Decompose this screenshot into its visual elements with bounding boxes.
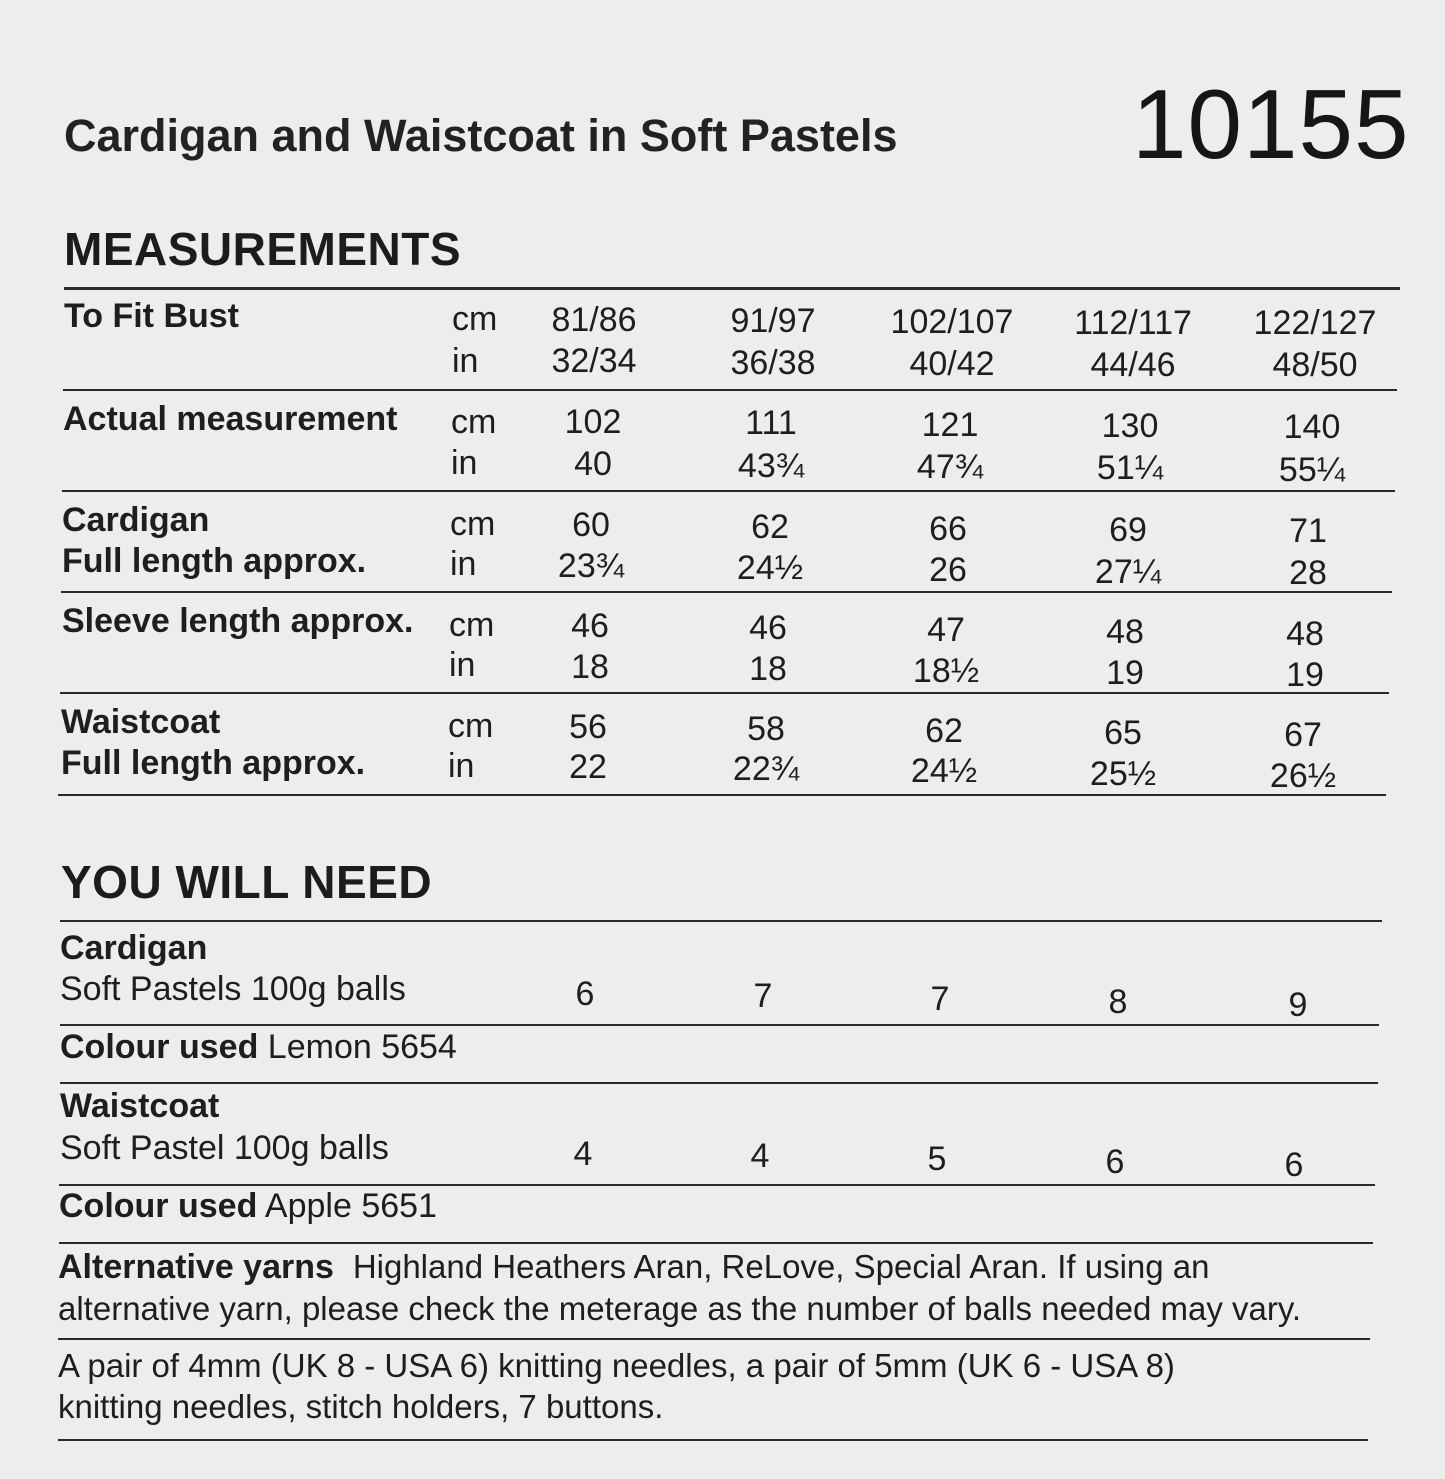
ball-count: 4 — [573, 1135, 593, 1173]
ball-count: 8 — [1108, 983, 1128, 1021]
value-in: 22 — [569, 748, 607, 786]
ball-count: 4 — [750, 1137, 770, 1175]
unit-cm: cm — [450, 505, 496, 543]
unit-in: in — [449, 646, 476, 684]
unit-cm: cm — [452, 300, 498, 338]
value-in: 55¼ — [1278, 451, 1346, 489]
ball-count: 6 — [1284, 1146, 1304, 1184]
waistcoat-colour — [59, 1187, 437, 1226]
value-in: 27¼ — [1094, 553, 1162, 591]
colour-used-value: Apple 5651 — [264, 1187, 437, 1225]
ball-count: 7 — [753, 977, 773, 1015]
divider — [58, 1338, 1370, 1340]
value-cm: 112/117 — [1074, 304, 1192, 342]
divider — [59, 1184, 1375, 1186]
value-in: 24½ — [736, 549, 804, 587]
row-label: Sleeve length approx. — [62, 602, 414, 640]
value-in: 28 — [1289, 554, 1327, 592]
value-cm: 140 — [1283, 408, 1341, 446]
value-cm: 122/127 — [1253, 304, 1377, 342]
divider — [59, 1242, 1373, 1244]
value-in: 23¾ — [557, 547, 625, 585]
value-cm: 102/107 — [890, 303, 1014, 341]
waistcoat-label: Waistcoat — [60, 1087, 220, 1125]
ball-count: 7 — [930, 980, 950, 1018]
ball-count: 6 — [575, 975, 595, 1013]
value-in: 36/38 — [730, 344, 816, 382]
cardigan-yarn: Soft Pastels 100g balls — [60, 970, 406, 1008]
alternative-yarns-text: Highland Heathers Aran, ReLove, Special Aran. If using an — [352, 1248, 1210, 1285]
row-label: To Fit Bust — [64, 297, 239, 335]
needles-text: A pair of 4mm (UK 8 - USA 6) knitting needles, a pair of 5mm (UK 6 - USA 8) — [58, 1347, 1175, 1384]
divider — [62, 490, 1395, 492]
divider — [61, 591, 1392, 593]
page-title: Cardigan and Waistcoat in Soft Pastels — [64, 110, 898, 161]
divider — [58, 1439, 1368, 1441]
value-cm: 46 — [749, 609, 787, 647]
value-in: 26½ — [1269, 757, 1337, 795]
divider — [64, 287, 1400, 290]
row-label: Actual measurement — [63, 400, 398, 438]
value-in: 18 — [749, 650, 787, 688]
value-in: 26 — [929, 551, 967, 589]
divider — [60, 1024, 1379, 1026]
value-in: 51¼ — [1096, 449, 1164, 487]
value-in: 18½ — [912, 652, 980, 690]
value-in: 32/34 — [551, 342, 637, 380]
alternative-yarns-note: alternative yarn, please check the meterage as the number of balls needed may vary. — [58, 1290, 1302, 1327]
value-cm: 111 — [745, 404, 797, 442]
divider — [63, 389, 1397, 391]
measurements-heading: MEASUREMENTS — [64, 223, 462, 275]
page-edge-ruler — [0, 0, 14, 1479]
value-cm: 65 — [1104, 714, 1142, 752]
alternative-yarns-label: Alternative yarns — [58, 1248, 334, 1286]
waistcoat-yarn: Soft Pastel 100g balls — [60, 1129, 389, 1167]
unit-in: in — [450, 545, 477, 583]
value-cm: 81/86 — [551, 301, 637, 339]
value-in: 40 — [574, 445, 612, 483]
divider — [58, 794, 1386, 796]
unit-cm: cm — [448, 707, 494, 745]
value-in: 48/50 — [1272, 346, 1358, 384]
row-label: Waistcoat — [61, 703, 221, 741]
value-cm: 91/97 — [730, 302, 816, 340]
value-in: 44/46 — [1090, 346, 1176, 384]
ball-count: 6 — [1105, 1143, 1125, 1181]
cardigan-colour — [60, 1028, 457, 1067]
value-cm: 46 — [571, 607, 609, 645]
row-label: Full length approx. — [61, 744, 366, 782]
colour-used-label: Colour used — [60, 1028, 259, 1066]
value-cm: 67 — [1284, 716, 1322, 754]
value-in: 18 — [571, 648, 609, 686]
alternative-yarns — [58, 1248, 1210, 1287]
unit-cm: cm — [451, 403, 497, 441]
you-will-need-heading: YOU WILL NEED — [61, 856, 433, 908]
value-cm: 62 — [925, 712, 963, 750]
value-in: 43¾ — [737, 447, 805, 485]
value-cm: 58 — [747, 710, 785, 748]
row-label: Cardigan — [62, 501, 210, 539]
value-cm: 121 — [921, 406, 979, 444]
cardigan-label: Cardigan — [60, 929, 208, 967]
value-in: 22¾ — [732, 750, 800, 788]
value-cm: 62 — [751, 508, 789, 546]
value-cm: 48 — [1106, 613, 1144, 651]
ball-count: 9 — [1288, 986, 1308, 1024]
value-cm: 47 — [927, 611, 965, 649]
divider — [60, 1082, 1378, 1084]
value-in: 19 — [1106, 654, 1144, 692]
value-cm: 56 — [569, 708, 607, 746]
value-in: 24½ — [910, 752, 978, 790]
ball-count: 5 — [927, 1140, 947, 1178]
value-in: 47¾ — [916, 448, 984, 486]
unit-in: in — [452, 342, 479, 380]
value-cm: 130 — [1101, 407, 1159, 445]
value-cm: 60 — [572, 506, 610, 544]
value-cm: 102 — [564, 403, 622, 441]
value-in: 40/42 — [909, 345, 995, 383]
divider — [60, 692, 1389, 694]
value-in: 25½ — [1089, 755, 1157, 793]
needles-text: knitting needles, stitch holders, 7 buttons. — [58, 1388, 664, 1425]
colour-used-label: Colour used — [59, 1187, 258, 1225]
value-cm: 71 — [1289, 512, 1327, 550]
value-cm: 69 — [1109, 511, 1147, 549]
pattern-number: 10155 — [1132, 69, 1410, 179]
value-in: 19 — [1286, 656, 1324, 694]
unit-in: in — [451, 444, 478, 482]
row-label: Full length approx. — [62, 542, 367, 580]
colour-used-value: Lemon 5654 — [267, 1028, 457, 1066]
unit-cm: cm — [449, 606, 495, 644]
value-cm: 66 — [929, 510, 967, 548]
value-cm: 48 — [1286, 615, 1324, 653]
divider — [60, 920, 1382, 922]
unit-in: in — [448, 747, 475, 785]
